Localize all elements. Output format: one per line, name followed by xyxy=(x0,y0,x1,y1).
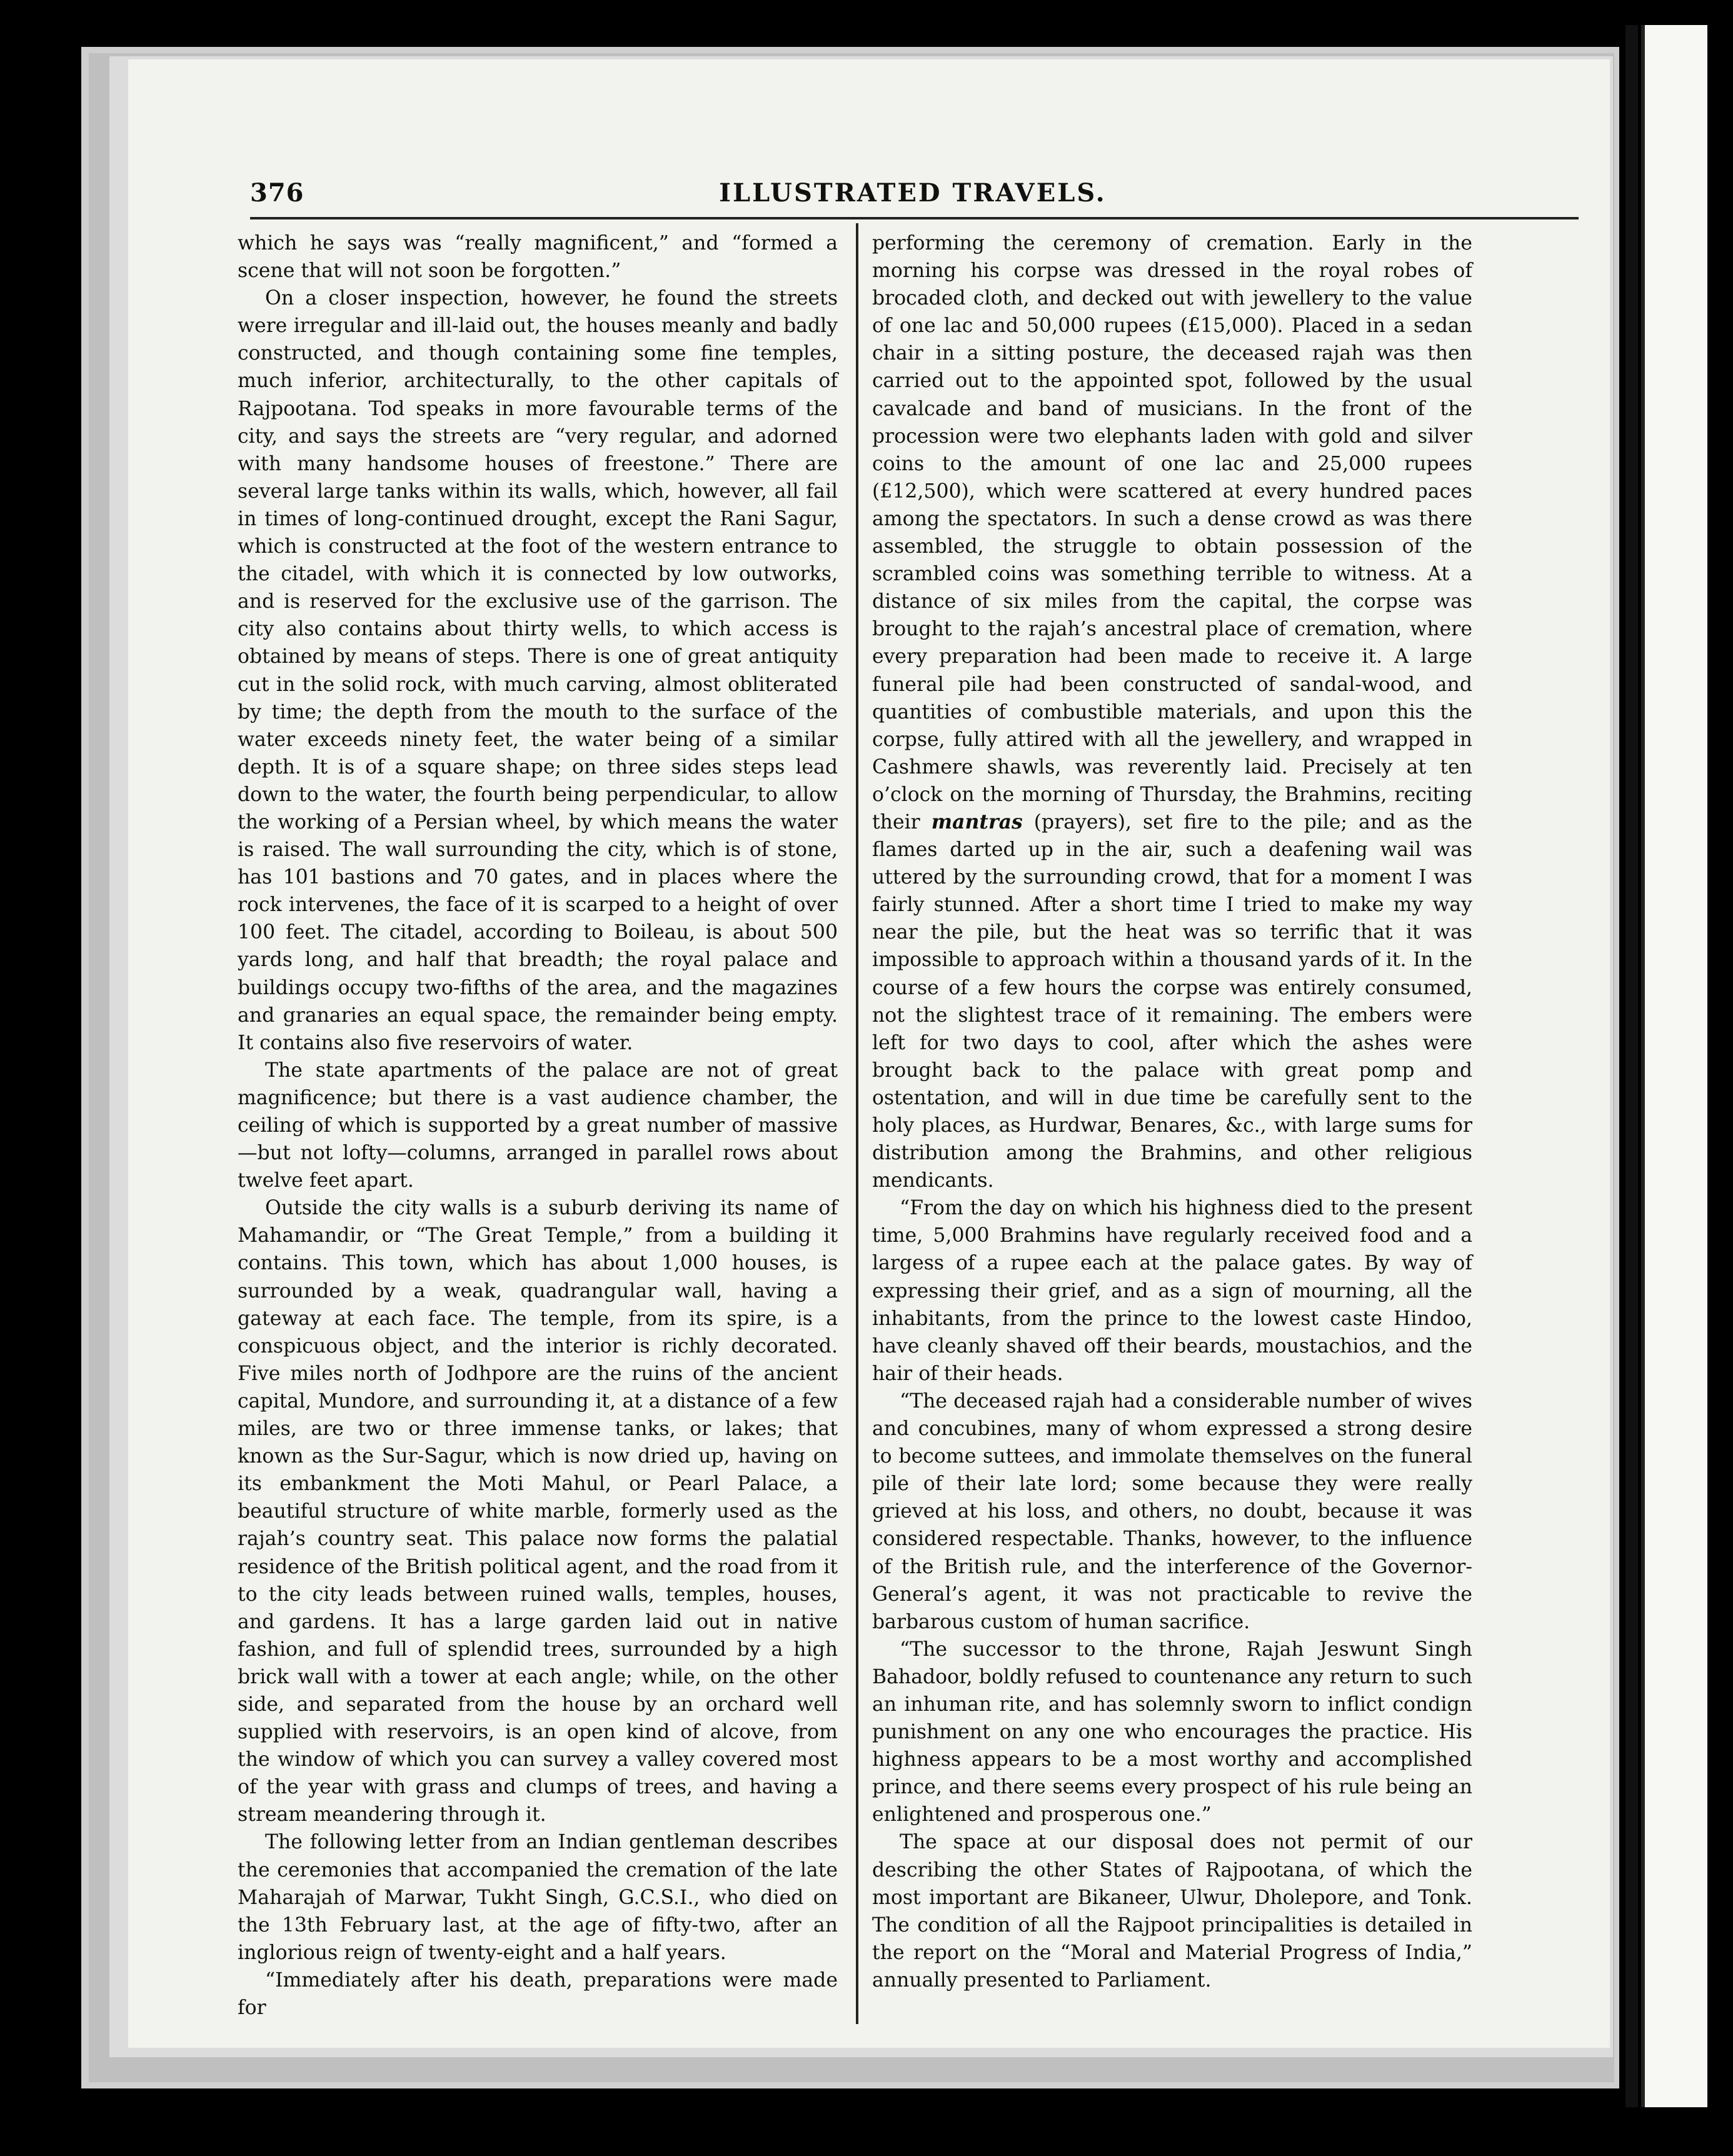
facing-page-edge xyxy=(1641,25,1707,2107)
paragraph: “Immediately after his death, preparations were made for xyxy=(238,1968,838,2019)
left-column xyxy=(238,229,838,2022)
right-column xyxy=(872,229,1472,1994)
italic-term: mantras xyxy=(931,810,1023,834)
paragraph: Outside the city walls is a suburb deriving its name of Mahamandir, or “The Great Temple,” from a building it contains. This town, which has about 1,000 houses, is surrounded by a weak, quadrangular wall, having a gateway at each face. The temple, from its spire, is a conspicuous object, and the interior is richly decorated. Five miles north of Jodhpore are the ruins of the ancient capital, Mundore, and surrounding it, at a distance of a few miles, are two or three immense tanks, or lakes; that known as the Sur-Sagur, which is now dried up, having on its embankment the Moti Mahul, or Pearl Palace, a beautiful structure of white marble, formerly used as the rajah’s country seat. This palace now forms the palatial residence of the British political agent, and the road from it to the city leads between ruined walls, temples, houses, and gardens. It has a large garden laid out in native fashion, and full of splendid trees, surrounded by a high brick wall with a tower at each angle; while, on the other side, and separated from the house by an orchard well supplied with reservoirs, is an open kind of alcove, from the window of which you can survey a valley covered most of the year with grass and clumps of trees, and having a stream meandering through it. xyxy=(238,1197,838,1826)
paragraph xyxy=(872,229,1472,1194)
paragraph: which he says was “really magnificent,” and “formed a scene that will not soon be forgotten.” xyxy=(238,232,838,283)
paragraph: The state apartments of the palace are not of great magnificence; but there is a vast audience chamber, the ceiling of which is supported by a great number of massive—but not lofty—columns, arranged in parallel rows about twelve feet apart. xyxy=(238,1059,838,1192)
paragraph: The space at our disposal does not permit of our describing the other States of Rajpootana, of which the most important are Bikaneer, Ulwur, Dholepore, and Tonk. The condition of all the Rajpoot principalities is detailed in the report on the “Moral and Material Progress of India,” annually presented to Parliament. xyxy=(872,1831,1472,1992)
paragraph: On a closer inspection, however, he found the streets were irregular and ill-laid out, the houses meanly and badly constructed, and though containing some fine temples, much inferior, architecturally, to the other capitals of Rajpootana. Tod speaks in more favourable terms of the city, and says the streets are “very regular, and adorned with many handsome houses of freestone.” There are several large tanks within its walls, which, however, all fail in times of long-continued drought, except the Rani Sagur, which is constructed at the foot of the western entrance to the citadel, with which it is connected by low outworks, and is reserved for the exclusive use of the garrison. The city also contains about thirty wells, to which access is obtained by means of steps. There is one of great antiquity cut in the solid rock, with much carving, almost obliterated by time; the depth from the mouth to the surface of the water exceeds ninety feet, the water being of a similar depth. It is of a square shape; on three sides steps lead down to the water, the fourth being perpendicular, to allow the working of a Persian wheel, by which means the water is raised. The wall surrounding the city, which is of stone, has 101 bastions and 70 gates, and in places where the rock intervenes, the face of it is scarped to a height of over 100 feet. The citadel, according to Boileau, is about 500 yards long, and half that breadth; the royal palace and buildings occupy two-fifths of the area, and the magazines and granaries an equal space, the remainder being empty. It contains also five reservoirs of water. xyxy=(238,287,838,1054)
paragraph: “The successor to the throne, Rajah Jeswunt Singh Bahadoor, boldly refused to countenance any return to such an inhuman rite, and has solemnly sworn to inflict condign punishment on any one who encourages the practice. His highness appears to be a most worthy and accomplished prince, and there seems every prospect of his rule being an enlightened and prosperous one.” xyxy=(872,1638,1472,1826)
running-title: ILLUSTRATED TRAVELS. xyxy=(719,178,1107,208)
paragraph: The following letter from an Indian gentleman describes the ceremonies that accompanied the cremation of the late Maharajah of Marwar, Tukht Singh, G.C.S.I., who died on the 13th February last, at the age of fifty-two, after an inglorious reign of twenty-eight and a half years. xyxy=(238,1831,838,1964)
facing-page-gutter xyxy=(1625,25,1638,2107)
paragraph: “From the day on which his highness died to the present time, 5,000 Brahmins have regularly received food and a largess of a rupee each at the palace gates. By way of expressing their grief, and as a sign of mourning, all the inhabitants, from the prince to the lowest caste Hindoo, have cleanly shaved off their beards, moustachios, and the hair of their heads. xyxy=(872,1197,1472,1385)
running-head xyxy=(250,178,1575,222)
book-page xyxy=(128,59,1610,2048)
paragraph: “The deceased rajah had a considerable number of wives and concubines, many of whom expressed a strong desire to become suttees, and immolate themselves on the funeral pile of their late lord; some because they were really grieved at his loss, and others, no doubt, because it was considered respectable. Thanks, however, to the influence of the British rule, and the interference of the Governor-General’s agent, it was not practicable to revive the barbarous custom of human sacrifice. xyxy=(872,1389,1472,1633)
paragraph-text: performing the ceremony of cremation. Early in the morning his corpse was dressed in the royal robes of brocaded cloth, and decked out with jewellery to the value of one lac and 50,000 rupees (£15,000). Placed in a sedan chair in a sitting posture, the deceased rajah was then carried out to the appointed spot, followed by the usual cavalcade and band of musicians. In the front of the procession were two elephants laden with gold and silver coins to the amount of one lac and 25,000 rupees (£12,500), which were scattered at every hundred paces among the spectators. In such a dense crowd as was there assembled, the struggle to obtain possession of the scrambled coins was something terrible to witness. At a distance of six miles from the capital, the corpse was brought to the rajah’s ancestral place of cremation, where every preparation had been made to receive it. A large funeral pile had been constructed of sandal-wood, and quantities of combustible materials, and upon this the corpse, fully attired with all the jewellery, and wrapped in Cashmere shawls, was reverently laid. Precisely at ten o’clock on the morning of Thursday, the Brahmins, reciting their xyxy=(872,232,1472,834)
paragraph-text: (prayers), set fire to the pile; and as the flames darted up in the air, such a deafening wail was uttered by the surrounding crowd, that for a moment I was fairly stunned. After a short time I tried to make my way near the pile, but the heat was so terrific that it was impossible to approach within a thousand yards of it. In the course of a few hours the corpse was entirely consumed, not the slightest trace of it remaining. The embers were left for two days to cool, after which the ashes were brought back to the palace with great pomp and ostentation, and will in due time be carefully sent to the holy places, as Hurdwar, Benares, &c., with large sums for distribution among the Brahmins, and other religious mendicants. xyxy=(872,810,1473,1192)
column-divider xyxy=(856,223,858,2024)
header-rule xyxy=(250,217,1579,219)
page-number: 376 xyxy=(250,178,304,208)
